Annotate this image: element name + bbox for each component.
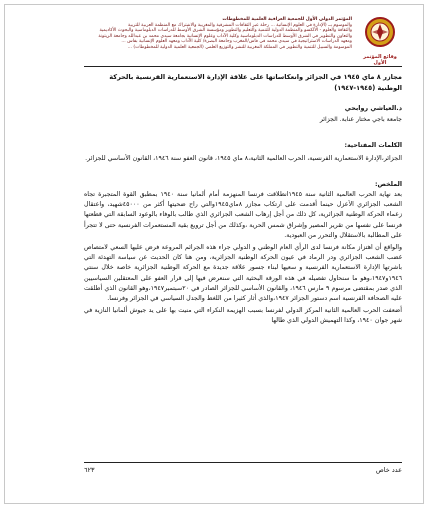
conference-header-line: والتعاون والتطوير في الشرق الأوسط للدراسات الدبلوماسية وكلية الآداب وعلوم الإنسانية بجامعة سيدي محمد بن عبدالله وجامعة الزيتونة xyxy=(98,33,352,39)
conference-header-line: الموسومة والسبيل للتنمية والتطوير في المملكة المغربية للنشر والتوزيع العلمي (الجمعية العلمية الدولية للمخطوطات) ... xyxy=(127,44,352,50)
article-title: مجازر ٨ ماي ١٩٤٥ في الجزائر وانعكاساتها على علاقة الإدارة الاستعمارية الفرنسية بالحركة الوطنية (١٩٤٥-١٩٤٧) xyxy=(109,73,402,92)
conference-header-line: ومعهد الدراسات الاستراتيجية في سيدي محمد في فاس/المغرب وجامعة البصرة/ كلية الآداب ومعهد العلوم الإنسانية بفاس ... xyxy=(121,39,352,45)
article-body xyxy=(84,72,402,329)
abstract-paragraph: أضعفت الحرب العالمية الثانية المركز الدولي لفرنسا بسبب الهزيمة النكراء التي منيت بها على يد جيوش ألمانيا النازية في شهر جوان ١٩٤٠، وكذا التهميش الدولي الذي طالها xyxy=(84,307,402,325)
page-number: ٦٢٣ xyxy=(84,466,95,474)
conference-header xyxy=(84,17,352,51)
conference-header-line: والثقافة والعلوم - الألكسو والمنظمة الدولية للتنمية والتعليم والتطوير ومؤسسة الشرق الأوسط للدراسات الدبلوماسية والبحوث الأكاديمية xyxy=(99,28,352,34)
conference-emblem-icon xyxy=(358,14,402,54)
keywords-text: الجزائر،الإدارة الاستعمارية الفرنسية، الحرب العالمية الثانية،٨ ماي ١٩٤٥، قانون العفو سنة ١٩٤٦، القانون الأساسي للجزائر. xyxy=(85,154,402,162)
paper-page xyxy=(84,14,402,494)
conference-header-line: المؤتمر الدولي الأول للجمعية العراقية العلمية للمخطوطات xyxy=(222,17,352,22)
abstract-paragraph: بعد نهاية الحرب العالمية الثانية سنة ١٩٤٥انطلاقت فرنسا المنهزمة أمام ألمانيا سنة ١٩٤٠ بمطبق القوة المتجبرة تجاه الشعب الجزائري الأعزل حينما أقدمت على ارتكاب مجازر ٨ماي١٩٤٥والتي راح ضحيتها أكثر من ٤٥٠٠٠شهيد، واعتقال زعماء الحركة الوطنية الجزائرية، كل ذلك من أجل إرهاب الشعب الجزائري الذي طالب بالوفاء بالوعود السابقة التي قطعتها فرنسا على نفسها من تقرير المصير وإشراق شمس الحرية ،وكذلك من أجل ترويع بقية المستعمرات الفرنسية حتى لا تتجرأ على المطالبة بالاستقلال والتحرر من العبودية. xyxy=(84,191,402,239)
footer-divider xyxy=(84,462,402,463)
author-affiliation: جامعة باجي مختار عنابة. الجزائر xyxy=(319,116,402,124)
abstract-text xyxy=(84,190,402,327)
header-divider xyxy=(84,66,402,67)
author-name: د.العياشي روابحي xyxy=(344,104,402,112)
issue-label: عدد خاص xyxy=(375,466,402,474)
logo-caption: وقائع المؤتمر الأول xyxy=(363,54,397,66)
page-footer xyxy=(84,466,402,474)
keywords-heading: الكلمات المفتاحية: xyxy=(344,142,402,150)
conference-header-line: والموسوم بــ (الإدارة في العلوم الإنسانية ... رحلة عبر الثقافات المشرقية والمغربية والاشتراك مع المنظمة العربية للتربية xyxy=(128,22,352,28)
abstract-heading: الملخص: xyxy=(375,180,402,188)
abstract-paragraph: والواقع أن اهتزاز مكانة فرنسا لدى الرأي العام الوطني و الدولي جراء هذه الجرائم المروعة فرض عليها السعي لامتصاص غضب الشعب الجزائري ودر الرماد في عيون الحركة الوطنية الجزائرية، ومن هنا كان الحديث عن سياسة التهدئة التي باشرتها الإدارة الاستعمارية الفرنسية و سعيها لبناء جسور علاقة جديدة مع الحركة الوطنية الجزائرية خاصة خلال سنتي ١٩٤٦و١٩٤٧،وهو ما سنحاول تفصيله في هذه الورقة البحثية التي سنعرض فيها إلى قرار العفو على المعتقلين السياسيين الذي صدر بمقتضى مرسوم ٩ مارس ١٩٤٦، والقانون الأساسي للجزائر الصادر في ٢٠سبتمبر١٩٤٧،وهو القانون الذي أطلقت عليه الصحافة الفرنسية اسم دستور الجزائر ١٩٤٧،والذي أثار كثيرا من اللغط والجدل السياسي في الجزائر وفرنسا. xyxy=(84,244,402,303)
